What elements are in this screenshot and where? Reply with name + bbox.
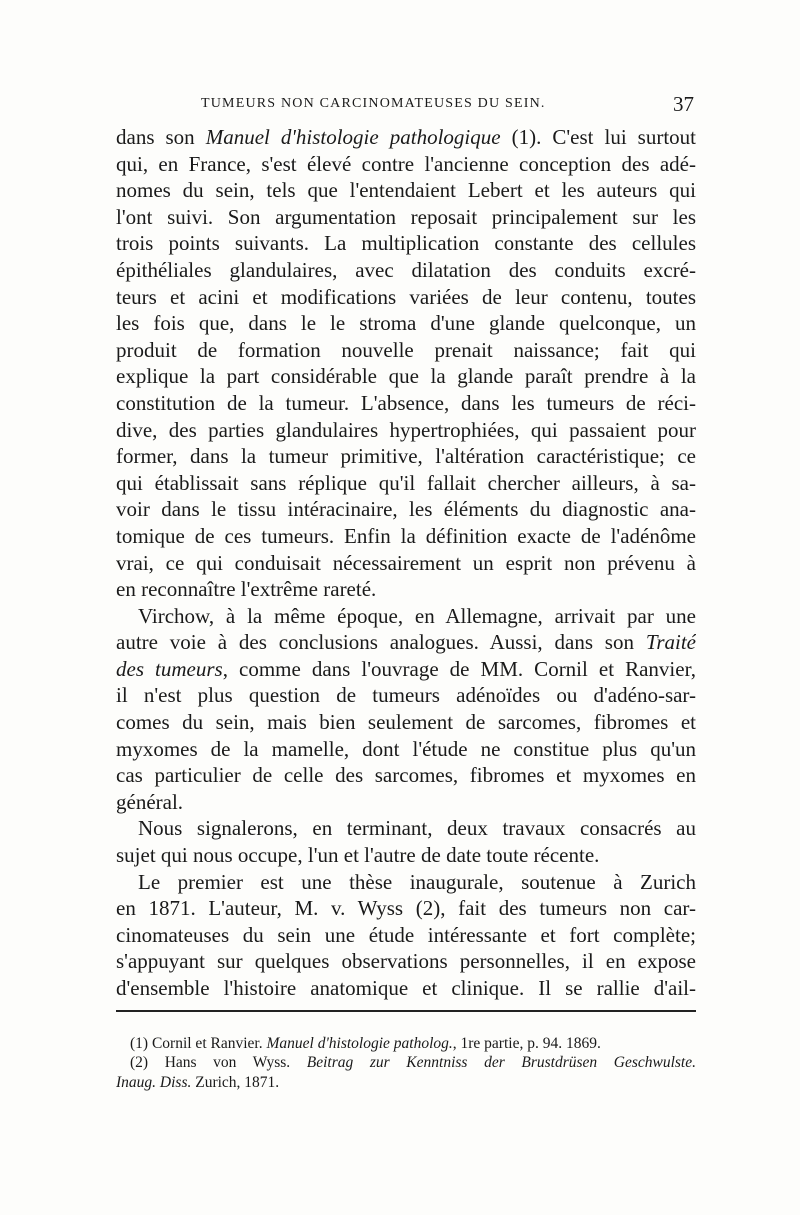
text-line [116,975,696,1002]
text-line [116,762,696,789]
text-segment: Nous signalerons, en terminant, deux travaux consacrés au [138,816,696,841]
text-segment: dans son [116,125,206,149]
text-segment: produit de formation nouvelle prenait naissance; fait qui [116,337,696,362]
text-line [116,736,696,763]
text-segment: (2) Hans von Wyss. [130,1054,307,1072]
text-segment: qui établissait sans réplique qu'il fallait chercher ailleurs, à sa- [116,470,696,495]
text-segment: cinomateuses du sein une étude intéressante et fort complète; [116,922,696,947]
text-line [116,124,696,151]
italic-text: Manuel d'histologie patholog. [266,1034,453,1052]
text-segment: explique la part considérable que la glande paraît prendre à la [116,364,696,389]
text-segment: en reconnaître l'extrême rareté. [116,577,377,602]
italic-text: Traité [645,630,696,655]
footnote-line [116,1073,696,1093]
text-line [116,842,696,869]
text-line [116,390,696,417]
text-line [116,496,696,523]
text-segment: d'ensemble l'histoire anatomique et clinique. Il se rallie d'ail- [116,976,696,1000]
text-segment: (1) Cornil et Ranvier. [130,1034,267,1052]
text-segment: il n'est plus question de tumeurs adénoïdes ou d'adéno-sar- [116,683,696,708]
text-line [116,682,696,709]
text-line [116,550,696,577]
text-segment: Le premier est une thèse inaugurale, soutenue à Zurich [138,869,696,894]
text-segment: teurs et acini et modifications variées de leur contenu, toutes [116,284,696,309]
text-segment: tomique de ces tumeurs. Enfin la définition exacte de l'adénôme [116,523,696,548]
text-segment: myxomes de la mamelle, dont l'étude ne constitue plus qu'un [116,736,696,761]
text-line [116,443,696,470]
text-line [116,948,696,975]
italic-text: Inaug. Diss. [116,1073,192,1091]
footnote-rule [116,1010,696,1012]
document-page [116,92,696,1092]
italic-text: Manuel d'histologie pathologique [205,125,501,149]
text-segment: Virchow, à la même époque, en Allemagne, arrivait par une [138,603,696,628]
text-segment: , 1re partie, p. 94. 1869. [452,1034,601,1052]
text-segment: s'appuyant sur quelques observations personnelles, il en expose [116,949,696,974]
text-line [116,151,696,178]
text-line [116,629,696,656]
running-header [116,92,696,120]
text-segment: comes du sein, mais bien seulement de sarcomes, fibromes et [116,710,696,735]
text-segment: en 1871. L'auteur, M. v. Wyss (2), fait des tumeurs non car- [116,896,696,921]
text-line [116,922,696,949]
text-segment: trois points suivants. La multiplication constante des cellules [116,231,696,256]
text-line [116,470,696,497]
text-segment: général. [116,789,184,814]
text-line [116,656,696,683]
page-number: 37 [673,92,694,116]
text-line [116,257,696,284]
text-segment: épithéliales glandulaires, avec dilatation des conduits excré- [116,257,696,282]
text-line [116,337,696,364]
text-segment: , comme dans l'ouvrage de MM. Cornil et Ranvier, [222,656,696,681]
text-segment: vrai, ce qui conduisait nécessairement un esprit non prévenu à [116,550,696,575]
text-line [116,230,696,257]
text-line [116,709,696,736]
footnote-line [116,1053,696,1073]
footnote-line [116,1034,696,1054]
text-segment: cas particulier de celle des sarcomes, fibromes et myxomes en [116,763,696,788]
text-line [116,815,696,842]
text-segment: l'ont suivi. Son argumentation reposait principalement sur les [116,204,696,229]
body-text [116,124,696,1002]
text-segment: qui, en France, s'est élevé contre l'ancienne conception des adé- [116,151,696,176]
text-segment: autre voie à des conclusions analogues. Aussi, dans son [116,630,646,655]
text-line [116,284,696,311]
text-line [116,523,696,550]
text-line [116,789,696,816]
text-segment: voir dans le tissu intéracinaire, les éléments du diagnostic ana- [116,497,696,522]
text-line [116,177,696,204]
text-line [116,310,696,337]
text-segment: dive, des parties glandulaires hypertrophiées, qui passaient pour [116,417,696,442]
italic-text: Beitrag zur Kenntniss der Brustdrüsen Geschwulste. [306,1054,696,1072]
italic-text: des tumeurs [116,656,223,681]
text-segment: sujet qui nous occupe, l'un et l'autre de date toute récente. [116,843,600,868]
text-segment: les fois que, dans le le stroma d'une glande quelconque, un [116,311,696,336]
text-segment: (1). C'est lui surtout [500,125,696,149]
text-line [116,603,696,630]
text-segment: former, dans la tumeur primitive, l'altération caractéristique; ce [116,444,696,469]
text-line [116,869,696,896]
text-line [116,204,696,231]
footnotes [116,1034,696,1093]
text-line [116,576,696,603]
text-line [116,417,696,444]
text-line [116,895,696,922]
text-segment: Zurich, 1871. [191,1073,280,1091]
text-line [116,363,696,390]
text-segment: constitution de la tumeur. L'absence, dans les tumeurs de réci- [116,390,696,415]
text-segment: nomes du sein, tels que l'entendaient Lebert et les auteurs qui [116,178,696,203]
header-title: TUMEURS NON CARCINOMATEUSES DU SEIN. [201,96,546,111]
